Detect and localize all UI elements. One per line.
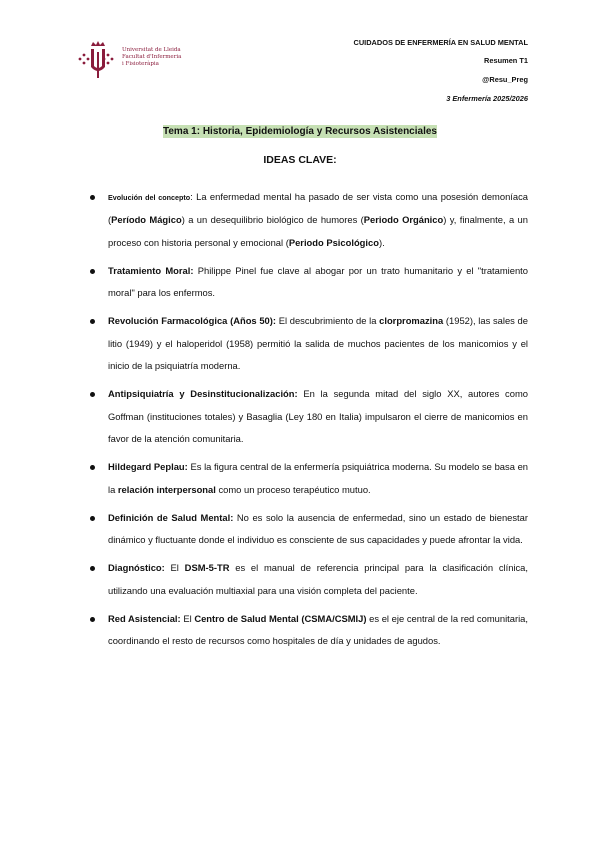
item-text: como un proceso terapéutico mutuo. [215,483,371,495]
item-label: Red Asistencial: [108,613,181,625]
item-label: Evolución del concepto [108,193,191,202]
bullet-icon [90,617,95,622]
header-subject: CUIDADOS DE ENFERMERÍA EN SALUD MENTAL [353,38,528,47]
item-emphasis: clorpromazina [379,315,444,327]
item-label: Antipsiquiatría y Desinstitucionalización: [108,388,298,400]
bullet-icon [90,392,95,397]
item-text: Philippe Pinel fue clave al abogar por un trato humanitario y el "tratamiento moral" para los enfermos. [108,264,528,299]
page-title-text: Tema 1: Historia, Epidemiología y Recursos Asistenciales [163,126,437,137]
item-text: (1952), las sales de litio (1949) y el haloperidol (1958) permitió la salida de muchos pacientes de los manicomios y el inicio de la psiquiatría moderna. [108,315,528,372]
bullet-icon [90,566,95,571]
ideas-list [108,186,528,653]
item-text: El [164,562,185,574]
item-text: Es la figura central de la enfermería psiquiátrica moderna. Su modelo se basa en la [108,461,529,495]
item-text: : La enfermedad mental ha pasado de ser vista como una posesión demoníaca ( [108,191,528,226]
item-emphasis: DSM-5-TR [184,562,230,574]
item-label: Revolución Farmacológica (Años 50): [108,315,277,327]
list-item [108,383,528,450]
item-label: Tratamiento Moral: [108,264,194,276]
item-text: es el eje central de la red comunitaria, coordinando el resto de recursos como hospitales de día y unidades de agudos. [108,613,528,647]
item-emphasis: Centro de Salud Mental (CSMA/CSMIJ) [194,613,367,625]
list-item [108,507,528,552]
list-item [108,456,528,501]
item-text: es el manual de referencia principal para la clasificación clínica, utilizando una evaluación multiaxial para una visión completa del paciente. [108,562,528,596]
bullet-icon [90,195,95,200]
header-course: 3 Enfermería 2025/2026 [446,94,528,103]
item-emphasis: Periodo Orgánico [363,214,444,226]
list-item [108,608,528,653]
item-text: El descubrimiento de la [276,315,380,327]
item-label: Diagnóstico: [108,562,165,574]
list-item [108,557,528,602]
item-label: Definición de Salud Mental: [108,511,234,523]
list-item [108,260,528,305]
list-item [108,186,528,254]
item-text: En la segunda mitad del siglo XX, autores como Goffman (instituciones totales) y Basaglia (Ley 180 en Italia) impulsaron el cierre de manicomios en favor de la atención comunitaria. [108,388,528,444]
bullet-icon [90,319,95,324]
page-title [0,121,600,139]
bullet-icon [90,465,95,470]
ideas-heading: IDEAS CLAVE: [263,154,337,166]
item-text: No es solo la ausencia de enfermedad, sino un estado de bienestar dinámico y fluctuante donde el individuo es consciente de sus capacidades y puede afrontar la vida. [108,511,529,546]
item-emphasis: Periodo Psicológico [288,236,379,248]
list-item [108,310,528,377]
item-text: ) a un desequilibrio biológico de humores ( [181,214,364,226]
item-emphasis: relación interpersonal [117,483,216,495]
bullet-icon [90,269,95,274]
university-logo-text: Universitat de Lleida Facultat d'Infermeria i Fisioteràpia [122,47,182,67]
item-emphasis: Período Mágico [111,214,182,226]
header-handle: @Resu_Preg [482,75,528,84]
header-doc-type: Resumen T1 [484,56,528,65]
item-text: El [180,613,195,625]
item-label: Hildegard Peplau: [108,461,188,473]
item-text: ). [378,236,385,248]
bullet-icon [90,516,95,521]
item-text: ) y, finalmente, a un proceso con historia personal y emocional ( [108,214,528,248]
